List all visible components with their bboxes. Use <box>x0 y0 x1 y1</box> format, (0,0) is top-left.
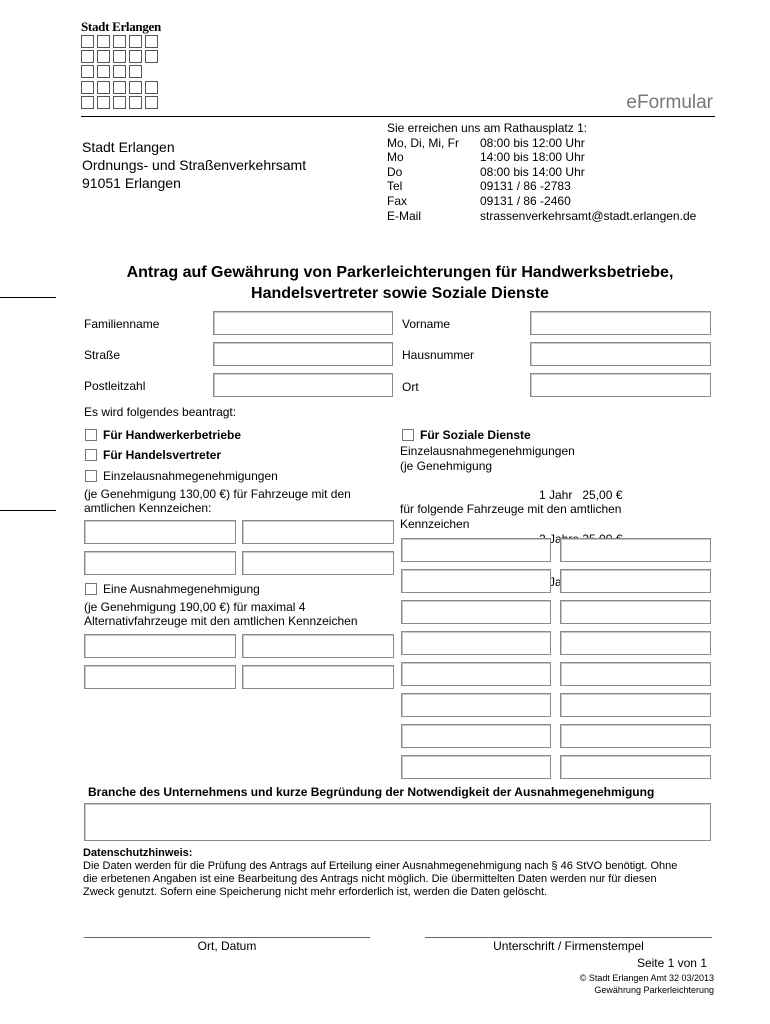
einzel-desc-line1: (je Genehmigung 130,00 €) für Fahrzeuge mit den <box>84 487 351 501</box>
strasse-label: Straße <box>84 348 121 362</box>
vorname-label: Vorname <box>402 317 451 331</box>
kennzeichen-field[interactable] <box>84 551 236 575</box>
unterschrift-line <box>425 937 712 938</box>
soz-desc-line2: Kennzeichen <box>400 516 470 531</box>
soz-kennzeichen-field[interactable] <box>401 724 551 748</box>
einzel-description <box>84 487 351 515</box>
postleitzahl-field[interactable] <box>213 373 393 397</box>
kennzeichen-field[interactable] <box>242 551 394 575</box>
strasse-field[interactable] <box>213 342 393 366</box>
soz-kennzeichen-field[interactable] <box>401 569 551 593</box>
kennzeichen-field[interactable] <box>84 520 236 544</box>
contact-label: Tel <box>387 179 403 194</box>
soz-kennzeichen-field[interactable] <box>560 631 711 655</box>
vorname-field[interactable] <box>530 311 711 335</box>
contact-value: 08:00 bis 14:00 Uhr <box>480 164 585 179</box>
eformular-label: eFormular <box>626 92 713 113</box>
alternativ-kennzeichen-field[interactable] <box>242 634 394 658</box>
datenschutz-block <box>83 847 723 899</box>
title-line2: Handelsvertreter sowie Soziale Dienste <box>251 285 549 302</box>
header-rule <box>81 116 715 117</box>
soz-kennzeichen-field[interactable] <box>560 569 711 593</box>
soziale-checkbox[interactable] <box>402 429 414 441</box>
einzel-checkbox[interactable] <box>85 470 97 482</box>
soz-kennzeichen-field[interactable] <box>560 538 711 562</box>
branche-label: Branche des Unternehmens und kurze Begründung der Notwendigkeit der Ausnahmegenehmigung <box>88 785 655 799</box>
contact-label: E-Mail <box>387 208 422 223</box>
ort-datum-label: Ort, Datum <box>197 939 257 953</box>
branche-field[interactable] <box>84 803 711 841</box>
familienname-label: Familienname <box>84 317 160 331</box>
contact-value: 14:00 bis 18:00 Uhr <box>480 150 585 165</box>
address-block <box>82 138 306 192</box>
soz-kennzeichen-field[interactable] <box>401 662 551 686</box>
soz-kennzeichen-field[interactable] <box>401 600 551 624</box>
request-intro: Es wird folgendes beantragt: <box>84 405 237 419</box>
soz-je-label: (je Genehmigung <box>400 459 493 473</box>
soz-desc-line1: für folgende Fahrzeuge mit den amtlichen <box>400 502 622 516</box>
document-name: Gewährung Parkerleichterung <box>594 985 714 995</box>
datenschutz-line3: Zweck genutzt. Sofern eine Speicherung nicht mehr erforderlich ist, werden die Daten gelöscht. <box>83 886 548 898</box>
fold-mark-bottom <box>0 510 56 511</box>
soz-kennzeichen-field[interactable] <box>560 662 711 686</box>
postleitzahl-label: Postleitzahl <box>84 379 146 393</box>
title-line1: Antrag auf Gewährung von Parkerleichterungen für Handwerksbetriebe, <box>126 264 674 281</box>
alternativ-kennzeichen-field[interactable] <box>84 634 236 658</box>
contact-block <box>387 121 717 223</box>
handwerker-label: Für Handwerkerbetriebe <box>103 428 242 442</box>
soz-kennzeichen-field[interactable] <box>560 755 711 779</box>
hausnummer-field[interactable] <box>530 342 711 366</box>
contact-label: Fax <box>387 193 408 208</box>
soz-kennzeichen-field[interactable] <box>401 631 551 655</box>
familienname-field[interactable] <box>213 311 393 335</box>
soz-einzel-label: Einzelausnahmegenehmigungen <box>400 444 575 458</box>
page-number: Seite 1 von 1 <box>636 956 707 970</box>
contact-label: Mo <box>387 150 404 165</box>
contact-value: 09131 / 86 -2460 <box>480 193 571 208</box>
address-line2: Ordnungs- und Straßenverkehrsamt <box>82 157 307 173</box>
handwerker-checkbox[interactable] <box>85 429 97 441</box>
alternativ-kennzeichen-field[interactable] <box>84 665 236 689</box>
eine-label: Eine Ausnahmegenehmigung <box>103 582 260 596</box>
hausnummer-label: Hausnummer <box>402 348 475 362</box>
alternativ-kennzeichen-field[interactable] <box>242 665 394 689</box>
contact-value: strassenverkehrsamt@stadt.erlangen.de <box>480 208 697 223</box>
city-logo-text: Stadt Erlangen <box>81 19 161 34</box>
contact-value: 09131 / 86 -2783 <box>480 179 571 194</box>
contact-label: Do <box>387 164 403 179</box>
ort-datum-line <box>84 937 370 938</box>
datenschutz-line2: die erbetenen Angaben ist eine Bearbeitung des Antrags nicht möglich. Die übermittelten Daten werden nur für diesen <box>83 873 657 885</box>
kennzeichen-field[interactable] <box>242 520 394 544</box>
unterschrift-label: Unterschrift / Firmenstempel <box>493 939 644 953</box>
ort-label: Ort <box>402 380 419 394</box>
address-line1: Stadt Erlangen <box>82 139 175 155</box>
eine-description <box>84 600 358 628</box>
datenschutz-line1: Die Daten werden für die Prüfung des Antrags auf Erteilung einer Ausnahmegenehmigung nach § 46 StVO benötigt. Ohne <box>83 860 678 872</box>
soz-kennzeichen-field[interactable] <box>560 724 711 748</box>
soz-kennzeichen-field[interactable] <box>401 755 551 779</box>
soz-description <box>400 502 621 531</box>
eine-checkbox[interactable] <box>85 583 97 595</box>
address-line3: 91051 Erlangen <box>82 175 181 191</box>
soz-kennzeichen-field[interactable] <box>560 693 711 717</box>
city-logo-grid <box>81 35 161 111</box>
soziale-label: Für Soziale Dienste <box>420 428 531 442</box>
handelsvertreter-label: Für Handelsvertreter <box>103 448 222 462</box>
soz-kennzeichen-field[interactable] <box>401 538 551 562</box>
soz-kennzeichen-field[interactable] <box>560 600 711 624</box>
form-title <box>60 262 740 304</box>
eine-desc-line2: Alternativfahrzeuge mit den amtlichen Kennzeichen <box>84 614 358 628</box>
eine-desc-line1: (je Genehmigung 190,00 €) für maximal 4 <box>84 600 306 614</box>
datenschutz-heading: Datenschutzhinweis: <box>83 847 193 859</box>
contact-value: 08:00 bis 12:00 Uhr <box>480 135 585 150</box>
contact-label: Mo, Di, Mi, Fr <box>387 135 459 150</box>
soz-kennzeichen-field[interactable] <box>401 693 551 717</box>
contact-intro: Sie erreichen uns am Rathausplatz 1: <box>387 121 588 135</box>
einzel-label: Einzelausnahmegenehmigungen <box>103 469 278 483</box>
soz-price-1: 1 Jahr 25,00 € <box>539 488 623 502</box>
handelsvertreter-checkbox[interactable] <box>85 449 97 461</box>
ort-field[interactable] <box>530 373 711 397</box>
copyright: © Stadt Erlangen Amt 32 03/2013 <box>579 973 714 983</box>
einzel-desc-line2: amtlichen Kennzeichen: <box>84 501 212 515</box>
fold-mark-top <box>0 297 56 298</box>
